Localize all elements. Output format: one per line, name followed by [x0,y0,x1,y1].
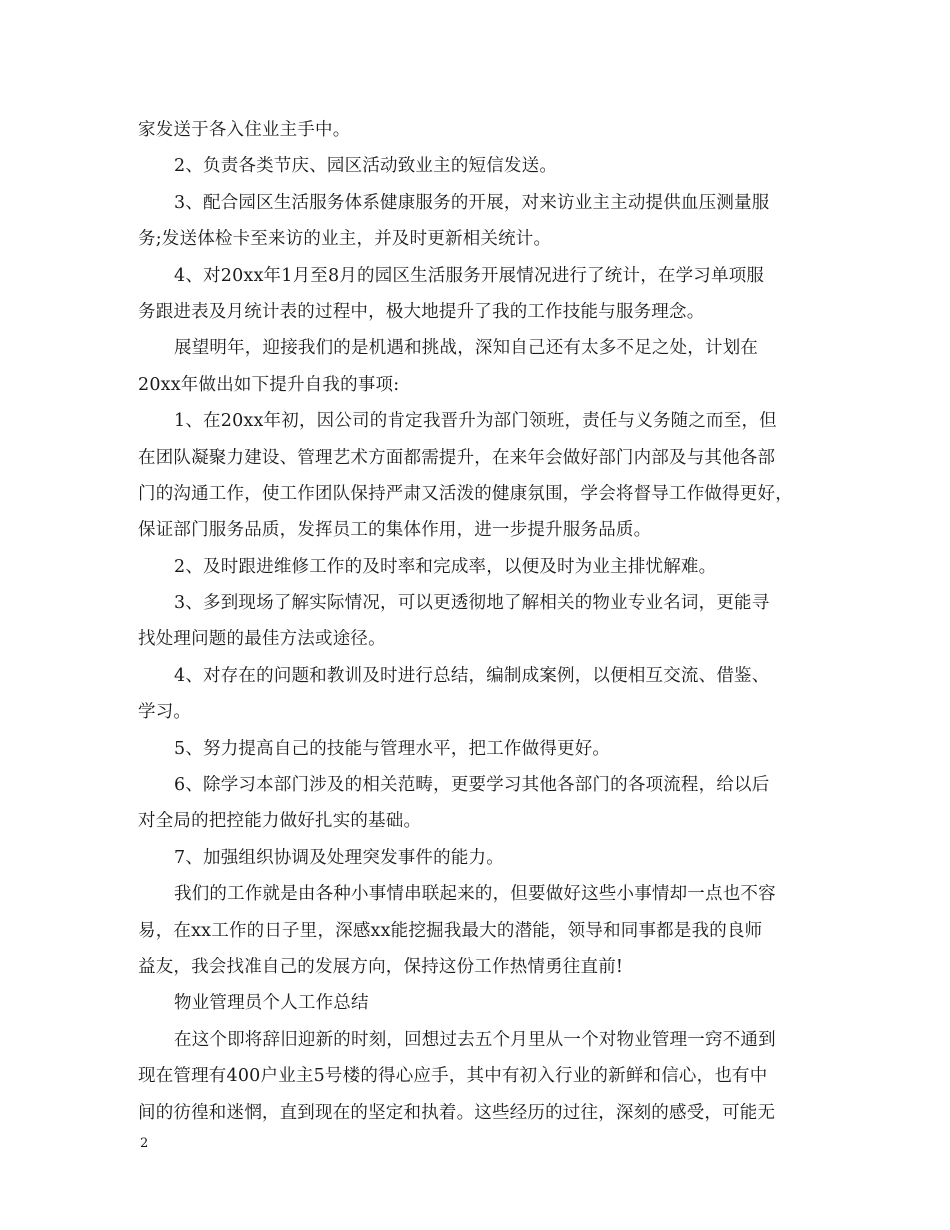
text-line: 1、在20xx年初，因公司的肯定我晋升为部门领班，责任与义务随之而至，但 [174,411,777,432]
text-line: 4、对存在的问题和教训及时进行总结，编制成案例，以便相互交流、借鉴、 [174,665,770,686]
text-line: 7、加强组织协调及处理突发事件的能力。 [174,847,504,868]
text-line: 家发送于各入住业主手中。 [138,120,351,140]
text-line: 务跟进表及月统计表的过程中，极大地提升了我的工作技能与服务理念。 [138,301,705,322]
text-line: 保证部门服务品质，发挥员工的集体作用，进一步提升服务品质。 [138,520,652,541]
text-line: 在团队凝聚力建设、管理艺术方面都需提升，在来年会做好部门内部及与其他各部 [138,447,776,468]
text-line: 展望明年，迎接我们的是机遇和挑战，深知自己还有太多不足之处，计划在 [174,338,759,359]
text-line: 20xx年做出如下提升自我的事项: [138,374,400,395]
text-line: 在这个即将辞旧迎新的时刻，回想过去五个月里从一个对物业管理一窍不通到 [174,1029,776,1050]
text-line: 益友，我会找准自己的发展方向，保持这份工作热情勇往直前! [138,956,624,977]
text-line: 2、负责各类节庆、园区活动致业主的短信发送。 [174,156,558,177]
text-line: 门的沟通工作，使工作团队保持严肃又活泼的健康氛围，学会将督导工作做得更好， [138,483,793,504]
text-line: 2、及时跟进维修工作的及时率和完成率，以便及时为业主排忧解难。 [174,556,717,577]
section-heading: 物业管理员个人工作总结 [174,993,369,1014]
text-line: 6、除学习本部门涉及的相关范畴，更要学习其他各部门的各项流程，给以后 [174,775,770,796]
text-line: 我们的工作就是由各种小事情串联起来的，但要做好这些小事情却一点也不容 [174,884,776,905]
text-line: 5、努力提高自己的技能与管理水平，把工作做得更好。 [174,738,611,759]
text-line: 3、配合园区生活服务体系健康服务的开展，对来访业主主动提供血压测量服 [174,192,770,213]
text-line: 易，在xx工作的日子里，深感xx能挖掘我最大的潜能，领导和同事都是我的良师 [138,920,763,941]
text-line: 学习。 [138,702,192,723]
page-number: 2 [140,1136,149,1151]
text-line: 对全局的把控能力做好扎实的基础。 [138,811,422,832]
text-line: 务;发送体检卡至来访的业主，并及时更新相关统计。 [138,229,552,250]
text-line: 3、多到现场了解实际情况，可以更透彻地了解相关的物业专业名词，更能寻 [174,593,770,614]
document-body [138,112,818,1131]
text-line: 找处理问题的最佳方法或途径。 [138,629,386,650]
text-line: 4、对20xx年1月至8月的园区生活服务开展情况进行了统计，在学习单项服 [174,265,765,286]
text-line: 现在管理有400户业主5号楼的得心应手，其中有初入行业的新鲜和信心，也有中 [138,1066,768,1087]
text-line: 间的彷徨和迷惘，直到现在的坚定和执着。这些经历的过往，深刻的感受，可能无 [138,1102,776,1123]
